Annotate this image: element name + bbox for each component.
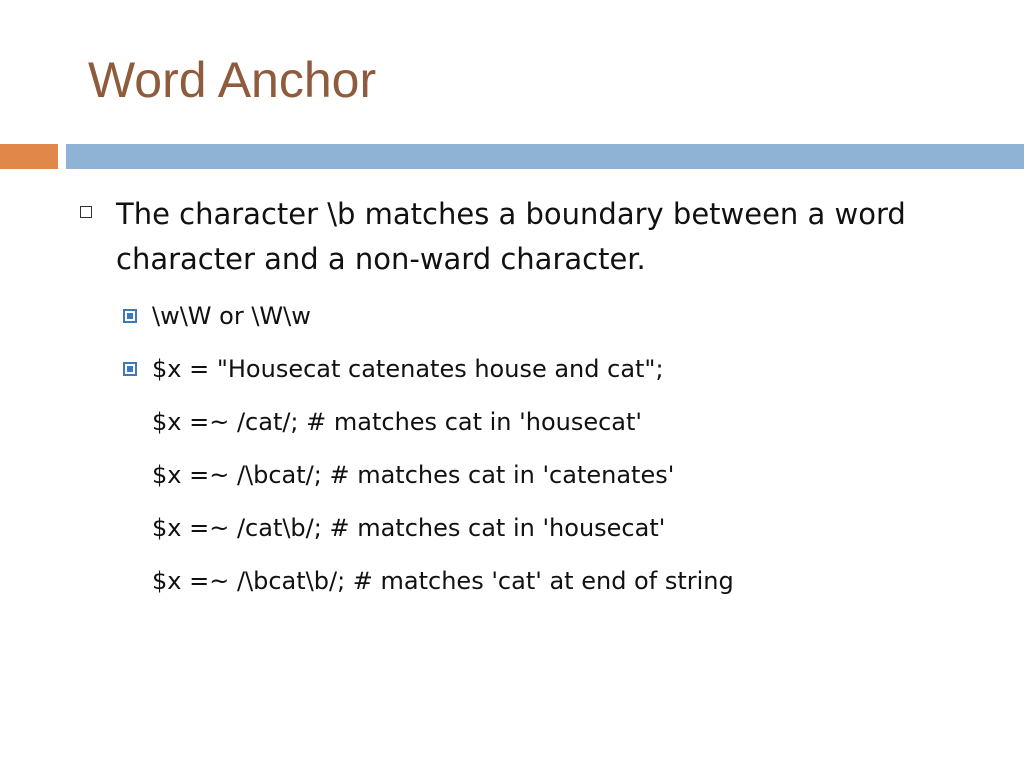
square-bullet-icon bbox=[123, 309, 137, 323]
slide-title: Word Anchor bbox=[88, 52, 377, 108]
sub-bullet-text: $x = "Housecat catenates house and cat"; bbox=[152, 355, 664, 383]
accent-bar-blue bbox=[66, 144, 1024, 169]
sub-bullet-text: \w\W or \W\w bbox=[152, 302, 311, 330]
code-line: $x =~ /cat\b/; # matches cat in 'housecat' bbox=[152, 514, 666, 542]
bullet-item bbox=[80, 192, 980, 282]
code-line: $x =~ /cat/; # matches cat in 'housecat' bbox=[152, 408, 643, 436]
sub-bullet-item bbox=[122, 343, 980, 396]
hollow-square-bullet-icon bbox=[80, 206, 92, 218]
code-line: $x =~ /\bcat\b/; # matches 'cat' at end of string bbox=[152, 567, 734, 595]
sub-bullet-list bbox=[122, 290, 980, 608]
accent-bar-orange bbox=[0, 144, 58, 169]
square-bullet-icon bbox=[123, 362, 137, 376]
bullet-text: The character \b matches a boundary between a word character and a non-ward character. bbox=[116, 197, 906, 276]
slide-content bbox=[80, 192, 980, 608]
code-line: $x =~ /\bcat/; # matches cat in 'catenates' bbox=[152, 461, 675, 489]
sub-bullet-item bbox=[122, 290, 980, 343]
